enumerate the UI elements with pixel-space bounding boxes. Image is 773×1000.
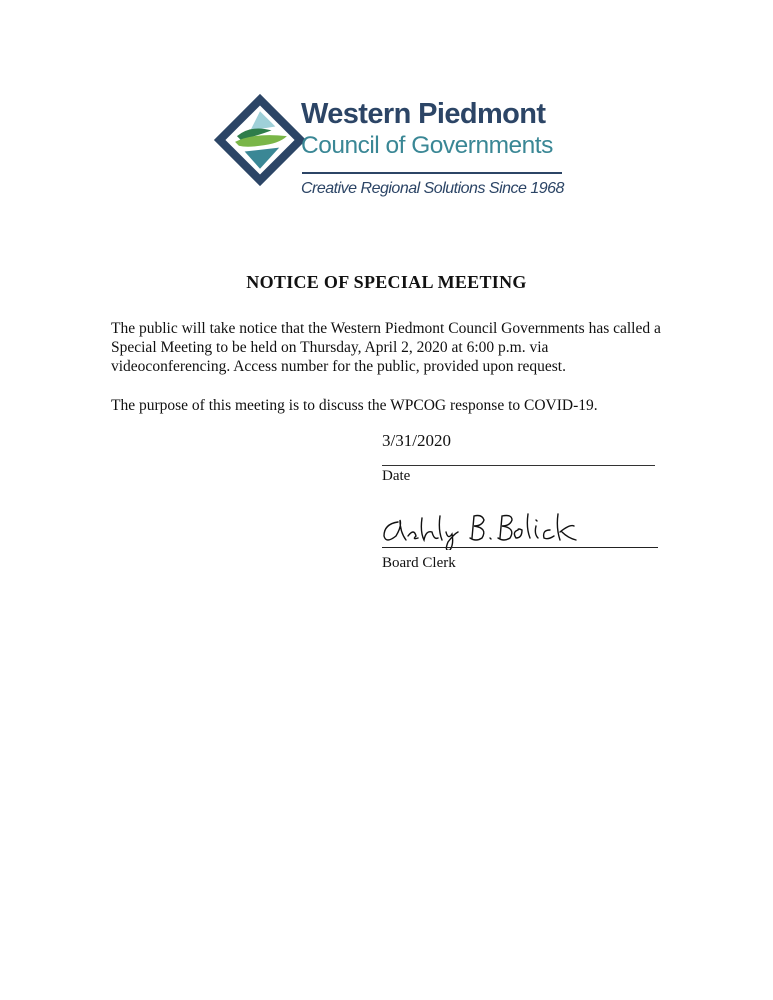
logo-subtitle: Council of Governments <box>301 132 553 159</box>
signature-label: Board Clerk <box>382 555 456 571</box>
logo-divider <box>302 172 562 174</box>
date-line <box>382 465 655 466</box>
organization-logo <box>208 86 568 204</box>
signature-icon <box>378 510 668 550</box>
signature-line <box>382 547 658 548</box>
date-label: Date <box>382 468 411 484</box>
diamond-landscape-icon <box>212 92 308 188</box>
page-title: NOTICE OF SPECIAL MEETING <box>246 272 527 292</box>
logo-tagline: Creative Regional Solutions Since 1968 <box>301 180 564 197</box>
date-value: 3/31/2020 <box>382 431 451 450</box>
purpose-paragraph: The purpose of this meeting is to discuss the WPCOG response to COVID-19. <box>111 397 598 414</box>
notice-paragraph: The public will take notice that the Western Piedmont Council Governments has called a Special Meeting to be held on Thursday, April 2, 2020 at 6:00 p.m. via videoconferencing. Access number for the public, provided upon request. <box>111 320 661 375</box>
logo-title: Western Piedmont <box>301 98 546 130</box>
